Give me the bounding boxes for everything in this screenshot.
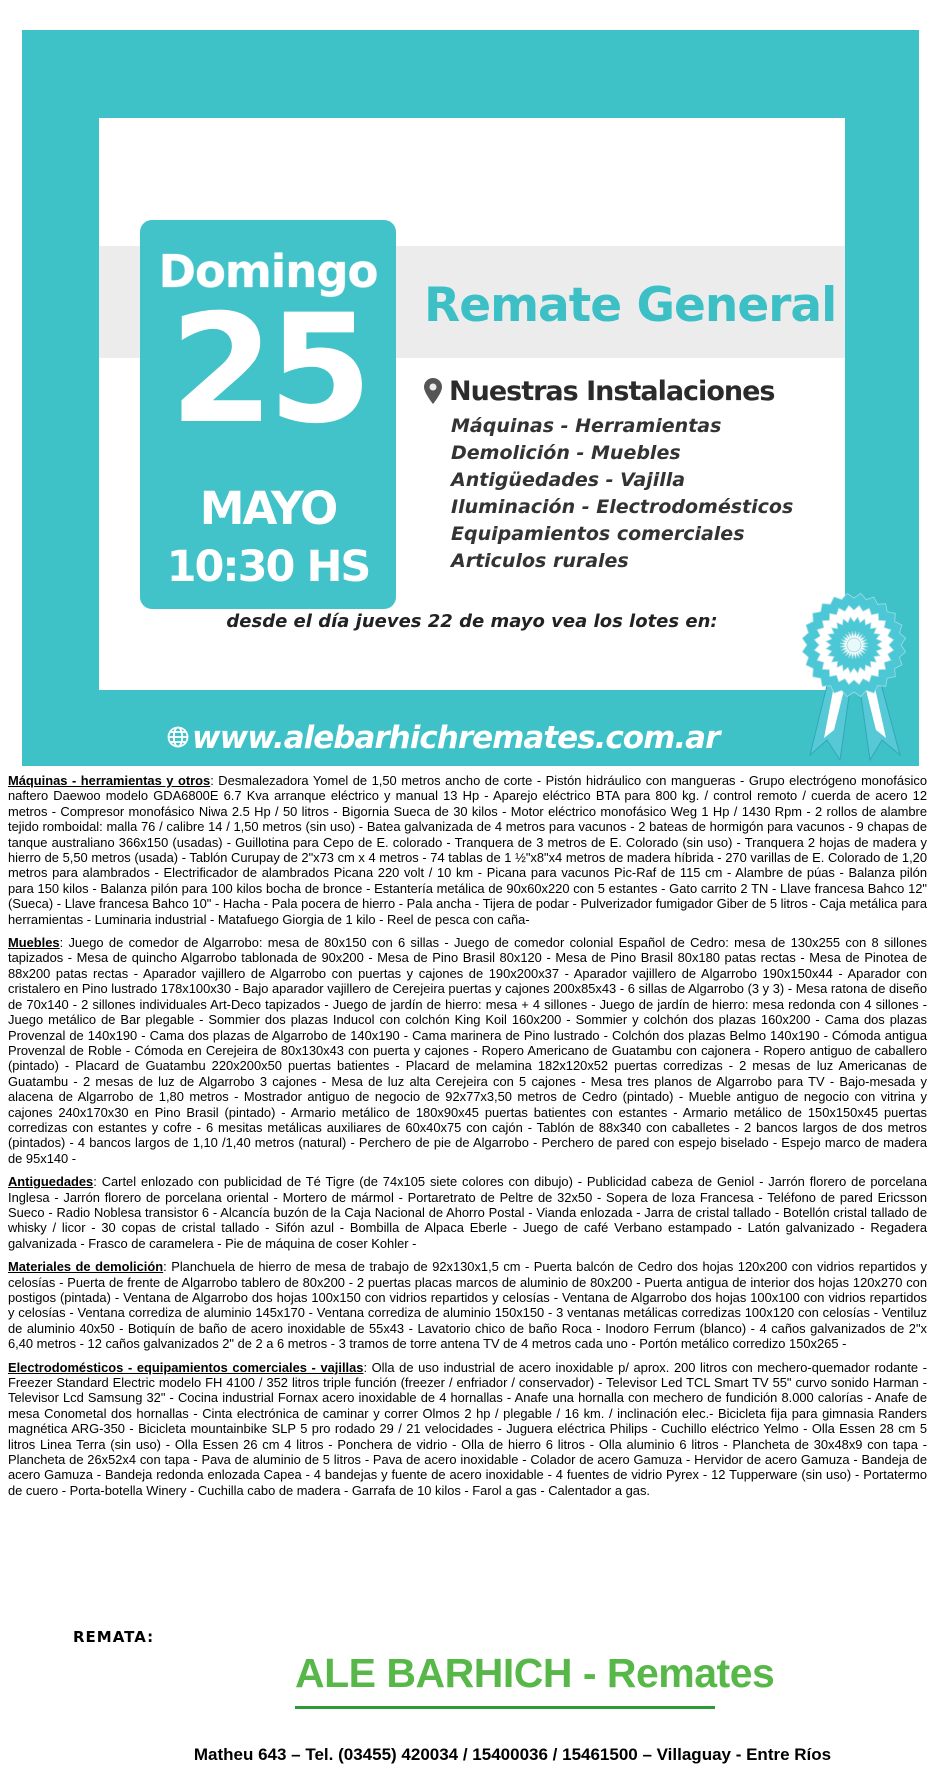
category-list xyxy=(451,413,793,575)
section-text: : Desmalezadora Yomel de 1,50 metros ancho de corte - Pistón hidráulico con mangueras - Grupo electrógeno monofásico naftero Daewoo modelo GDA6800E 6.7 Kva arranque eléctrico y manual 13 Hp - Aparejo eléctrico BTA para 800 kg. / control remoto / cuerda de acero 12 metros - Compresor monofásico Niwa 2.5 Hp / 50 litros - Bigornia Sueca de 30 kilos - Motor eléctrico monofásico Weg 1 Hp / 1430 Rpm - 2 rollos de alambre tejido romboidal: malla 76 / calibre 14 / 1,50 metros (sin uso) - Batea galvanizada de 4 metros para vacunos - 2 bateas de hormigón para vacunos - 9 chapas de tanque australiano 366x150 (usadas) - Guillotina para Cepo de E. colorado - Tranquera de 3 metros de E. Colorado (sin uso) - Tranquera 2 hojas de madera y hierro de 5,50 metros (usada) - Tablón Curupay de 2"x73 cm x 4 metros - 74 tablas de 1 ½"x8"x4 metros de madera híbrida - 270 varillas de E. Colorado de 1,20 metros para alambrados - Electrificador de alambrados Picana 220 volt / 10 km - Picana para vacunos Pic-Raf de 115 cm - Alambre de púas - Balanza pilón para 150 kilos - Balanza pilón para 100 kilos bocha de bronce - Estantería metálica de 90x60x220 con 5 estantes - Gato carrito 2 TN - Llave francesa Bahco 12" (Sueca) - Llave francesa Bahco 10" - Hacha - Pala pocera de hierro - Pala ancha - Tijera de podar - Pulverizador fumigador Giber de 5 litros - Caja metálica para herramientas - Luminaria industrial - Matafuego Giorgia de 1 kilo - Reel de pesca con caña- xyxy=(8,773,927,927)
section-text: : Cartel enlozado con publicidad de Té Tigre (de 74x105 siete colores con dibujo) - Publicidad cabeza de Geniol - Jarrón florero de porcelana Inglesa - Jarrón florero de porcelana oriental - Mortero de mármol - Portaretrato de Peltre de 32x50 - Sopera de loza Francesa - Teléfono de pared Ericsson Sueco - Radio Noblesa transistor 6 - Alcancía buzón de la Caja Nacional de Ahorro Postal - Vianda enlozada - Jarra de cristal tallado - Botellón cristal tallado de whisky / licor - 30 copas de cristal tallado - Sifón azul - Bombilla de Alpaca Eberle - Juego de café Verbano estampado - Latón galvanizado - Regadera galvanizada - Frasco de caramelera - Pie de máquina de coser Kohler - xyxy=(8,1174,927,1251)
section-heading: Muebles xyxy=(8,935,60,951)
map-pin-icon xyxy=(424,378,442,404)
section-appliances xyxy=(8,1360,927,1499)
section-furniture xyxy=(8,935,927,1166)
event-title: Remate General xyxy=(424,278,837,333)
section-text: : Planchuela de hierro de mesa de trabajo de 92x130x1,5 cm - Puerta balcón de Cedro dos hojas 120x200 con vidrios repartidos y celosías - Puerta de frente de Algarrobo tablero de 80x200 - 2 puertas placas marcos de aluminio de 80x200 - Puerta antigua de interior dos hojas 120x270 con postigos (pintada) - Ventana de Algarrobo dos hojas 100x150 con vidrios repartidos y celosías - Ventana de Algarrobo dos hojas 100x100 con vidrios repartidos y celosías - Ventana corrediza de aluminio 145x170 - Ventana corrediza de aluminio 150x150 - 3 ventanas metálicas corredizas 100x120 con celosías - Ventiluz de aluminio 40x50 - Botiquín de baño de acero inoxidable de 55x43 - Lavatorio chico de baño Roca - Inodoro Ferrum (blanco) - 4 caños galvanizados de 2"x 6,40 metros - 12 caños galvanizados 2" de 2 a 6 metros - 3 tramos de torre antena TV de 4 metros cada uno - Portón metálico corredizo 150x265 - xyxy=(8,1259,928,1352)
event-weekday: Domingo xyxy=(158,245,378,298)
category-item: Máquinas - Herramientas xyxy=(451,415,722,437)
event-location xyxy=(449,376,774,407)
category-item: Iluminación - Electrodomésticos xyxy=(451,496,794,518)
section-machines xyxy=(8,773,927,927)
address-text: Matheu 643 – Tel. (03455) 420034 / 15400036 / 15461500 – Villaguay - Entre Ríos xyxy=(193,1745,832,1764)
website-link[interactable] xyxy=(192,720,719,756)
location-text: Nuestras Instalaciones xyxy=(449,376,775,407)
category-item: Articulos rurales xyxy=(451,550,629,572)
banner-panel xyxy=(99,118,845,690)
event-time: 10:30 HS xyxy=(166,542,370,592)
date-box xyxy=(140,220,396,609)
event-month: MAYO xyxy=(199,482,337,535)
auctioneer-brand: ALE BARHICH - Remates xyxy=(295,1650,775,1696)
website-url: www.alebarhichremates.com.ar xyxy=(192,720,720,756)
rosette-icon xyxy=(792,590,917,770)
event-day: 25 xyxy=(169,283,367,457)
auctioneer-label: REMATA: xyxy=(73,1628,155,1646)
contact-address xyxy=(0,1745,935,1765)
section-text: : Juego de comedor de Algarrobo: mesa de 80x150 con 6 sillas - Juego de comedor colonial Español de Cedro: mesa de 130x255 con 8 sillones tapizados - Mesa de quincho Algarrobo tablonada de 90x200 - Mesa de Pino Brasil 80x120 - Mesa de Pino Brasil 80x180 patas rectas - Mesa de Pinotea de 88x200 patas rectas - Aparador vajillero de Algarrobo con puertas y cajones de 190x200x37 - Aparador vajillero de Algarrobo 190x150x44 - Aparador con cristalero en Pino lustrado 178x100x30 - Bajo aparador vajillero de Cerejeira puertas y cajones 200x85x43 - 6 sillas de Algarrobo (3 y 3) - Mesa ratona de diseño de 70x140 - 2 sillones individuales Art-Deco tapizados - Juego de jardín de hierro: mesa + 4 sillones - Juego de jardín de hierro: mesa redonda con 4 sillones - Juego metálico de Bar plegable - Sommier dos plazas Inducol con colchón King Koil 160x200 - Sommier y colchón dos plazas 160x200 - Cama dos plazas Provenzal de 140x190 - Cama dos plazas de Algarrobo de 140x190 - Cama marinera de Pino lustrado - Colchón dos plazas Belmo 140x190 - Cómoda antigua Provenzal de Roble - Cómoda en Cerejeira de 80x130x43 con puerta y cajones - Ropero Americano de Guatambu con cajonera - Ropero antiguo de caballero (pintado) - Placard de Guatambu 220x200x50 puertas batientes - Placard de melamina 182x120x52 puertas corredizas - 2 mesas de luz Americanas de Guatambu - 2 mesas de luz de Algarrobo 3 cajones - Mesa de luz alta Cerejeira con 5 cajones - Mesa tres planos de Algarrobo para TV - Bajo-mesada y alacena de Algarrobo de 1,80 metros - Mostrador antiguo de negocio de 92x77x3,50 metros de Cedro (pintado) - Mueble antiguo de negocio con vitrina y cajones 240x170x30 en Pino Brasil (pintado) - Armario metálico de 180x90x45 puertas batientes con estantes - Armario metálico de 150x150x45 puertas corredizas con estantes y cofre - 6 mesitas metálicas auxiliares de 60x40x75 con cajón - Tablón de 88x340 con caballetes - 2 bancos largos de dos metros (pintados) - 4 bancos largos de 1,10 /1,40 metros (natural) - Perchero de pie de Algarrobo - Perchero de pared con espejo biselado - Espejo marco de madera de 95x140 - xyxy=(8,935,927,1166)
section-heading: Antiguedades xyxy=(8,1174,94,1190)
section-heading: Materiales de demolición xyxy=(8,1259,164,1275)
category-item: Antigüedades - Vajilla xyxy=(451,469,686,491)
brand-underline xyxy=(295,1706,715,1709)
section-text: : Olla de uso industrial de acero inoxidable p/ aprox. 200 litros con mechero-quemador rodante - Freezer Standard Electric modelo FH 4100 / 352 litros triple función (freezer / enfriador / conservador) - Televisor Led TCL Smart TV 55" curvo sonido Harman - Televisor Lcd Samsung 32" - Cocina industrial Fornax acero inoxidable de 4 hornallas - Anafe una hornalla con mechero de fundición 8.000 calorías - Anafe de mesa Conometal dos hornallas - Cinta electrónica de caminar y correr Olmos 2 hp / plegable / 16 km. / inclinación elec.- Bicicleta fija para gimnasia Randers magnética ARG-350 - Bicicleta mountainbike SLP 5 pro rodado 29 / 21 velocidades - Juguera eléctrica Philips - Cuchillo eléctrico Yelmo - Olla Essen 28 cm 5 litros Linea Terra (sin uso) - Olla Essen 26 cm 4 litros - Ponchera de vidrio - Olla de hierro 6 litros - Olla aluminio 6 litros - Plancheta de 30x48x9 con tapa - Plancheta de 26x52x4 con tapa - Pava de aluminio de 5 litros - Pava de acero inoxidable - Colador de acero Gamuza - Hervidor de acero Gamuza - Bandeja de acero Gamuza - Bandeja redonda enlozada Capea - 4 bandejas y fuente de acero inoxidable - 4 fuentes de vidrio Pyrex - 12 Tupperware (sin uso) - Portatermo de cuero - Porta-botella Winery - Cuchilla cabo de madera - Garrafa de 10 kilos - Farol a gas - Calentador a gas. xyxy=(8,1359,927,1498)
section-heading: Electrodomésticos - equipamientos comerciales - vajillas xyxy=(8,1359,364,1375)
section-demolition xyxy=(8,1259,927,1351)
section-antiques xyxy=(8,1174,927,1251)
category-item: Demolición - Muebles xyxy=(451,442,681,464)
section-heading: Máquinas - herramientas y otros xyxy=(8,773,211,788)
lots-note: desde el día jueves 22 de mayo vea los lotes en: xyxy=(226,611,718,632)
event-banner xyxy=(22,30,919,766)
lot-listing xyxy=(8,773,927,1506)
globe-icon xyxy=(167,726,189,748)
category-item: Equipamientos comerciales xyxy=(451,523,745,545)
